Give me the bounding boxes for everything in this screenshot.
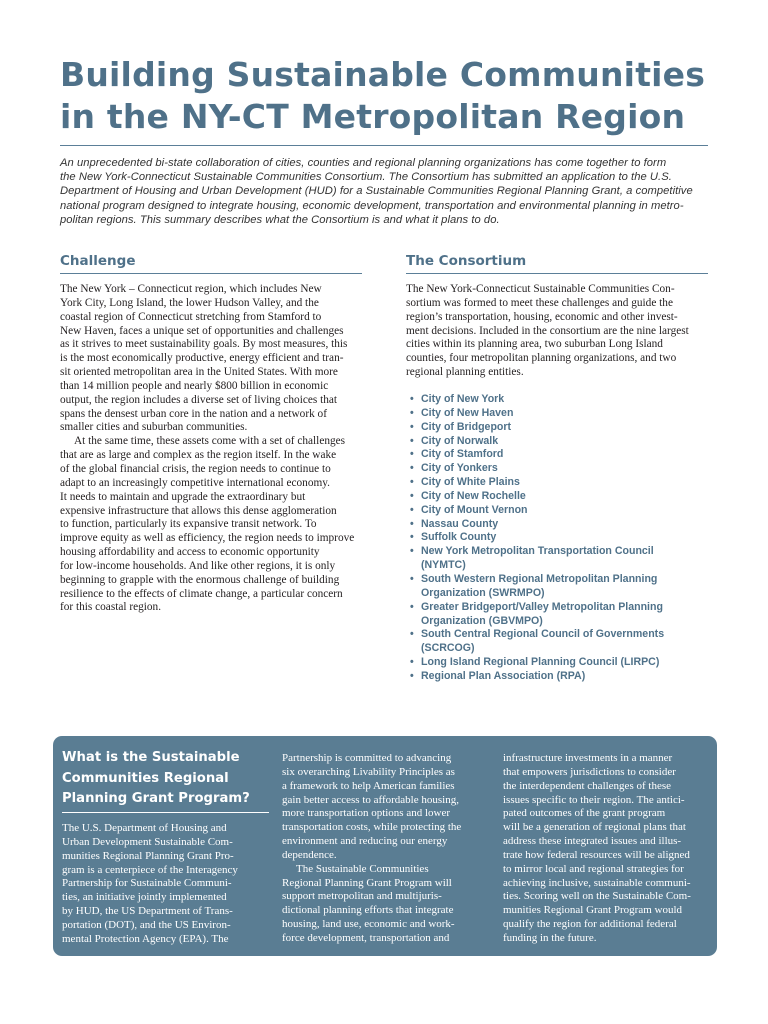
bullet-icon: • — [410, 434, 414, 447]
challenge-line: improve equity as well as efficiency, the region needs to improve — [60, 532, 355, 545]
panel-heading-divider — [62, 812, 269, 813]
challenge-heading: Challenge — [60, 253, 136, 269]
intro-line: the New York-Connecticut Sustainable Communities Consortium. The Consortium has submitted an application to the U.S. — [60, 171, 672, 184]
challenge-line: adapt to an increasingly competitive international economy. — [60, 476, 330, 489]
panel-line: gain better access to affordable housing, — [282, 793, 459, 806]
consortium-line: regional planning entities. — [406, 366, 524, 379]
panel-line: six overarching Livability Principles as — [282, 765, 455, 778]
challenge-line: resilience to the effects of climate change, a particular concern — [60, 587, 343, 600]
panel-line: environment and reducing our energy — [282, 835, 448, 848]
challenge-line: for low-income households. And like other regions, it is only — [60, 559, 336, 572]
challenge-line: as it strives to meet sustainability goals. By most measures, this — [60, 338, 348, 351]
member-name: City of Stamford — [421, 448, 504, 461]
member-name: Long Island Regional Planning Council (LIRPC) — [421, 656, 660, 669]
member-name: City of Bridgeport — [421, 420, 512, 433]
member-name: Nassau County — [421, 517, 499, 530]
challenge-line: output, the region includes a diverse set of living choices that — [60, 393, 338, 406]
intro-line: An unprecedented bi-state collaboration of cities, counties and regional planning organizations has come together to form — [60, 157, 667, 169]
bullet-icon: • — [410, 448, 414, 461]
title-line: Building Sustainable Communities — [60, 55, 706, 94]
challenge-line: beginning to grapple with the enormous challenge of building — [60, 573, 340, 586]
panel-line: Partnership is committed to advancing — [282, 752, 452, 764]
challenge-line: than 14 million people and nearly $800 billion in economic — [60, 379, 329, 392]
bullet-icon: • — [410, 545, 414, 558]
panel-line: funding in the future. — [503, 931, 597, 944]
consortium-line: counties, four metropolitan planning organizations, and two — [406, 352, 677, 365]
bullet-icon: • — [410, 476, 414, 489]
challenge-line: sit oriented metropolitan area in the United States. With more — [60, 366, 338, 379]
challenge-line: At the same time, these assets come with a set of challenges — [74, 435, 346, 448]
panel-line: mental Protection Agency (EPA). The — [62, 932, 229, 945]
panel-column-1 — [62, 822, 272, 947]
panel-line: dictional planning efforts that integrate — [282, 904, 454, 917]
consortium-member — [410, 670, 710, 684]
title-line: in the NY-CT Metropolitan Region — [60, 97, 686, 136]
page-title — [60, 54, 720, 138]
panel-line: munities Regional Grant Program would — [503, 904, 683, 917]
panel-line: address these integrated issues and illus- — [503, 835, 682, 848]
consortium-line: ment decisions. Included in the consortium are the nine largest — [406, 324, 689, 337]
challenge-line: to function, particularly its expansive transit network. To — [60, 518, 317, 531]
panel-heading — [62, 748, 277, 810]
consortium-member — [410, 393, 710, 407]
panel-line: by HUD, the US Department of Trans- — [62, 905, 233, 918]
panel-line: achieving inclusive, sustainable communi- — [503, 876, 691, 889]
member-name: City of New York — [421, 393, 505, 405]
panel-line: Urban Development Sustainable Com- — [62, 835, 233, 848]
panel-line: pated outcomes of the grant program — [503, 807, 666, 820]
panel-heading-line: What is the Sustainable — [62, 750, 240, 765]
panel-line: Partnership for Sustainable Communi- — [62, 877, 232, 890]
member-name: City of New Rochelle — [421, 489, 526, 502]
member-name: City of Norwalk — [421, 434, 499, 447]
member-name: South Central Regional Council of Governments — [421, 628, 665, 641]
bullet-icon: • — [410, 517, 414, 530]
panel-line: The Sustainable Communities — [296, 862, 429, 875]
challenge-line: of the global financial crisis, the region needs to continue to — [60, 462, 331, 475]
consortium-member — [410, 435, 710, 449]
consortium-member — [410, 407, 710, 421]
panel-line: qualify the region for additional federal — [503, 918, 677, 931]
panel-line: munities Regional Planning Grant Pro- — [62, 849, 234, 862]
consortium-line: sortium was formed to meet these challenges and guide the — [406, 296, 673, 309]
consortium-line: cities within its planning area, two suburban Long Island — [406, 338, 663, 351]
consortium-line: The New York-Connecticut Sustainable Communities Con- — [406, 283, 675, 295]
member-name: City of New Haven — [421, 406, 514, 419]
panel-line: will be a generation of regional plans that — [503, 821, 686, 834]
consortium-member — [410, 628, 710, 656]
challenge-line: for this coastal region. — [60, 601, 162, 614]
panel-line: trate how federal resources will be aligned — [503, 848, 690, 861]
member-name: South Western Regional Metropolitan Planning — [421, 572, 658, 585]
panel-line: infrastructure investments in a manner — [503, 752, 673, 764]
consortium-member — [410, 518, 710, 532]
consortium-member-list — [410, 393, 710, 684]
challenge-line: housing affordability and access to economic opportunity — [60, 546, 320, 559]
panel-line: gram is a centerpiece of the Interagency — [62, 863, 238, 876]
bullet-icon: • — [410, 600, 414, 613]
consortium-member — [410, 448, 710, 462]
bullet-icon: • — [410, 656, 414, 669]
challenge-line: spans the densest urban core in the nation and a network of — [60, 407, 327, 420]
bullet-icon: • — [410, 628, 414, 641]
panel-line: force development, transportation and — [282, 931, 450, 944]
member-name-continued: (SCRCOG) — [421, 642, 475, 655]
challenge-line: expensive infrastructure that allows this dense agglomeration — [60, 504, 337, 517]
bullet-icon: • — [410, 420, 414, 433]
bullet-icon: • — [410, 393, 414, 405]
panel-line: more transportation options and lower — [282, 807, 451, 820]
member-name-continued: Organization (SWRMPO) — [421, 586, 545, 599]
panel-line: issues specific to their region. The antici- — [503, 793, 685, 806]
consortium-member — [410, 476, 710, 490]
consortium-member — [410, 421, 710, 435]
panel-line: ties, an initiative jointly implemented — [62, 891, 227, 904]
bullet-icon: • — [410, 572, 414, 585]
panel-line: ties. Scoring well on the Sustainable Com- — [503, 890, 691, 903]
challenge-line: coastal region of Connecticut stretching from Stamford to — [60, 310, 322, 323]
intro-paragraph — [60, 156, 712, 227]
consortium-body — [406, 283, 711, 380]
consortium-line: region’s transportation, housing, economic and other invest- — [406, 310, 678, 323]
panel-line: a framework to help American families — [282, 779, 455, 792]
bullet-icon: • — [410, 462, 414, 475]
intro-line: Department of Housing and Urban Development (HUD) for a Sustainable Communities Regional Planning Grant, a competitive — [60, 185, 693, 198]
member-name: Greater Bridgeport/Valley Metropolitan Planning — [421, 600, 663, 613]
consortium-member — [410, 531, 710, 545]
challenge-line: The New York – Connecticut region, which includes New — [60, 283, 322, 295]
consortium-member — [410, 656, 710, 670]
panel-column-3 — [503, 752, 713, 946]
challenge-body — [60, 283, 365, 615]
challenge-line: It needs to maintain and upgrade the extraordinary but — [60, 490, 306, 503]
consortium-member — [410, 573, 710, 601]
bullet-icon: • — [410, 406, 414, 419]
title-divider — [60, 145, 708, 146]
consortium-member — [410, 504, 710, 518]
panel-line: The U.S. Department of Housing and — [62, 822, 227, 834]
panel-line: housing, land use, economic and work- — [282, 918, 455, 931]
panel-line: Regional Planning Grant Program will — [282, 876, 452, 889]
panel-column-2 — [282, 752, 492, 946]
member-name: Suffolk County — [421, 531, 497, 544]
bullet-icon: • — [410, 669, 414, 682]
consortium-member — [410, 462, 710, 476]
member-name: New York Metropolitan Transportation Council — [421, 545, 654, 558]
member-name: City of Yonkers — [421, 462, 498, 475]
panel-line: support metropolitan and multijuris- — [282, 890, 442, 903]
bullet-icon: • — [410, 531, 414, 544]
member-name: Regional Plan Association (RPA) — [421, 669, 586, 682]
challenge-line: is the most economically productive, energy efficient and tran- — [60, 352, 344, 365]
intro-line: national program designed to integrate housing, economic development, transportation and environmental planning in metro- — [60, 199, 684, 212]
consortium-heading: The Consortium — [406, 253, 527, 269]
panel-heading-line: Planning Grant Program? — [62, 791, 250, 806]
challenge-line: that are as large and complex as the region itself. In the wake — [60, 449, 337, 462]
challenge-line: York City, Long Island, the lower Hudson Valley, and the — [60, 296, 319, 309]
consortium-divider — [406, 273, 708, 274]
panel-line: transportation costs, while protecting the — [282, 821, 462, 834]
panel-heading-line: Communities Regional — [62, 770, 229, 786]
consortium-member — [410, 545, 710, 573]
member-name: City of Mount Vernon — [421, 503, 528, 516]
panel-line: that empowers jurisdictions to consider — [503, 765, 676, 778]
member-name-continued: (NYMTC) — [421, 559, 466, 572]
bullet-icon: • — [410, 489, 414, 502]
member-name: City of White Plains — [421, 476, 520, 489]
consortium-member — [410, 601, 710, 629]
member-name-continued: Organization (GBVMPO) — [421, 614, 543, 627]
panel-line: dependence. — [282, 848, 337, 861]
panel-line: to mirror local and regional strategies for — [503, 862, 684, 875]
challenge-line: smaller cities and suburban communities. — [60, 421, 248, 434]
panel-line: portation (DOT), and the US Environ- — [62, 918, 231, 931]
consortium-member — [410, 490, 710, 504]
panel-line: the interdependent challenges of these — [503, 779, 671, 792]
intro-line: politan regions. This summary describes what the Consortium is and what it plans to do. — [60, 213, 500, 226]
bullet-icon: • — [410, 503, 414, 516]
challenge-divider — [60, 273, 362, 274]
challenge-line: New Haven, faces a unique set of opportunities and challenges — [60, 324, 344, 337]
